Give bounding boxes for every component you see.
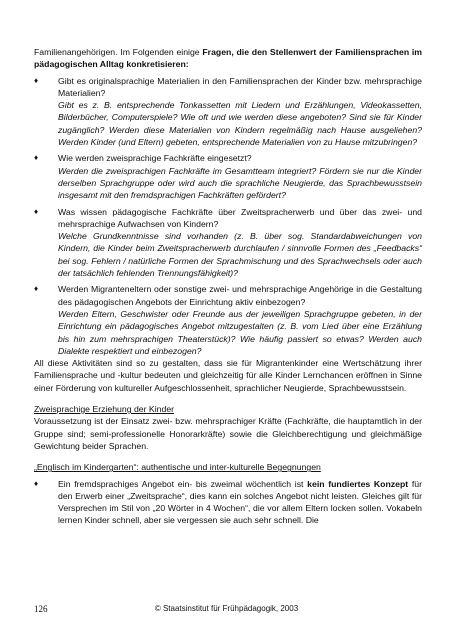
intro-paragraph xyxy=(34,46,422,71)
diamond-bullet-icon: ♦ xyxy=(34,284,39,294)
intro-lead: Familienangehörigen. Im Folgenden einige xyxy=(34,47,203,57)
question-detail: Werden Eltern, Geschwister oder Freunde aus der jeweiligen Sprachgruppe gebeten, in der Einrichtung ein pädagogisches Angebot mitzugestalten (z. B. vom Lied über eine Erzählung bis hin zum mehrsprachigen Theaterstück)? Wie häufig passiert so etwas? Werden auch Dialekte respektiert und einbezogen? xyxy=(58,308,422,356)
bullet-bold: kein fundiertes Konzept xyxy=(307,478,409,489)
section-text: Voraussetzung ist der Einsatz zwei- bzw. mehrsprachiger Kräfte (Fachkräfte, die hauptamtlich in der Gruppe sind; semi-professionelle Honorarkräfte) sowie die Gleichberechtigung und gleichmäßige Gewichtung beider Sprachen. xyxy=(34,416,422,451)
question-text: Werden Migranteneltern oder sonstige zwei- und mehrsprachige Angehörige in die Gestaltung des pädagogischen Angebots der Einrichtung aktiv einbezogen? xyxy=(58,284,422,307)
section-bullet xyxy=(34,478,422,527)
copyright-notice: © Staatsinstitut für Frühpädagogik, 2003 xyxy=(154,604,299,613)
diamond-bullet-icon: ♦ xyxy=(34,75,39,85)
question-detail: Gibt es z. B. entsprechende Tonkassetten mit Liedern und Erzählungen, Videokassetten, Bilderbücher, Computerspiele? Wie oft und wie werden diese angeboten? Sind sie für Kinder zugänglich? Werden diese Materialien von Kindern regelmäßig nach Hause ausgeliehen? Werden Kinder (und Eltern) gebeten, entsprechende Materialien von zu Hause mitzubringen? xyxy=(58,100,422,148)
page-footer xyxy=(34,604,419,613)
diamond-bullet-icon: ♦ xyxy=(34,206,39,216)
question-item xyxy=(34,283,422,308)
question-text: Was wissen pädagogische Fachkräfte über Zweitspracherwerb und über das zwei- und mehrsprachige Aufwachsen von Kindern? xyxy=(58,206,422,229)
diamond-bullet-icon: ♦ xyxy=(34,153,39,163)
question-detail: Werden die zweisprachigen Fachkräfte im Gesamtteam integriert? Fördern sie nur die Kinder derselben Sprachgruppe oder wird auch die sprachliche Neugierde, das Sprachbewusstsein insgesamt mit den fremdsprachigen Fachkräften gefördert? xyxy=(58,165,422,201)
page-number: 126 xyxy=(34,604,48,614)
bullet-rest: für den Erwerb einer „Zweitsprache“, dies kann ein solches Angebot nicht leisten. Gleiches gilt für Versprechen im Stil von „20 Wörter in 4 Wochen“, die vor allem Eltern locken sollen. Vokabeln lernen Kinder schnell, aber sie vergessen sie auch sehr schnell. Die xyxy=(58,478,423,526)
intro-bold: Fragen, die den Stellenwert der Familiensprachen im pädagogischen Alltag konkretisieren: xyxy=(34,47,422,70)
summary-paragraph: All diese Aktivitäten sind so zu gestalten, dass sie für Migrantenkinder eine Wertschätzung ihrer Familiensprache und -kultur bedeuten und gleichzeitig für alle Kinder Lernchancen eröffnen in Sinne einer Förderung von kultureller Aufgeschlossenheit, sprachlicher Neugierde, Sprachbewusstsein. xyxy=(34,358,422,393)
page-body xyxy=(34,46,422,527)
section-heading: Zweisprachige Erziehung der Kinder xyxy=(34,404,175,415)
bullet-lead: Ein fremdsprachiges Angebot ein- bis zweimal wöchentlich ist xyxy=(58,478,308,489)
section-heading: „Englisch im Kindergarten“: authentische und inter-kulturelle Begegnungen xyxy=(34,462,321,473)
question-item xyxy=(34,206,422,231)
question-item xyxy=(34,152,422,164)
question-text: Gibt es originalsprachige Materialien in den Familiensprachen der Kinder bzw. mehrsprachige Materialien? xyxy=(58,75,422,98)
question-text: Wie werden zweisprachige Fachkräfte eingesetzt? xyxy=(58,153,252,164)
diamond-bullet-icon: ♦ xyxy=(34,478,39,488)
question-detail: Welche Grundkenntnisse sind vorhanden (z. B. über sog. Standardabweichungen von Kindern, die Kinder beim Zweitspracherwerb durchlaufen / sinnvolle Formen des „Feedbacks“ bei sog. Fehlern / natürliche Formen der Sprachmischung und des Sprachwechsels oder auch der tatsächlich fehlenden Trennungsfähigkeit)? xyxy=(58,231,422,279)
question-item xyxy=(34,75,422,100)
